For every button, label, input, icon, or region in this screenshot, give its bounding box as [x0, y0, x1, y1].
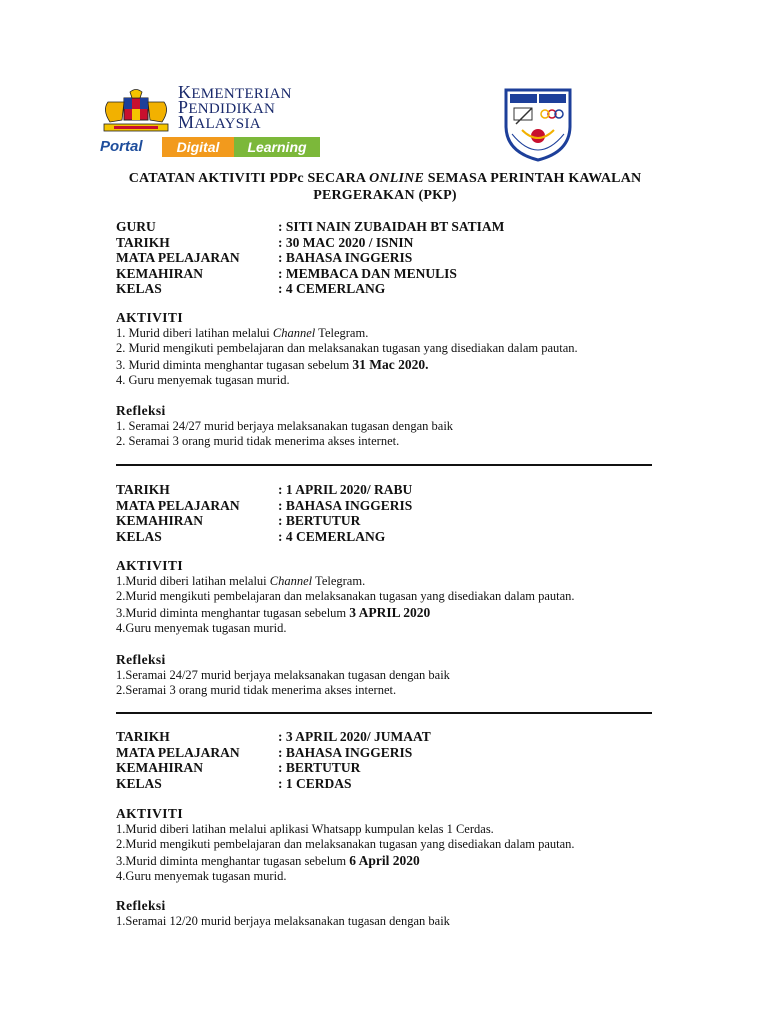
info-value: : BERTUTUR — [278, 513, 361, 529]
title-italic: ONLINE — [369, 171, 425, 186]
aktiviti-text: 3. Murid diminta menghantar tugasan sebelum — [116, 357, 353, 372]
info-label: TARIKH — [116, 482, 170, 497]
info-label: MATA PELAJARAN — [116, 250, 240, 266]
aktiviti-item — [116, 853, 676, 870]
info-label: KELAS — [116, 775, 162, 791]
info-label: MATA PELAJARAN — [116, 497, 240, 513]
info-value: : BAHASA INGGERIS — [278, 497, 413, 513]
title-part-2: SEMASA PERINTAH KAWALAN — [424, 171, 642, 186]
aktiviti-item — [116, 605, 676, 622]
section-1-refleksi — [116, 403, 676, 450]
info-label: KELAS — [116, 281, 162, 297]
document-title — [100, 170, 670, 204]
aktiviti-text: 3.Murid diminta menghantar tugasan sebelum — [116, 853, 350, 868]
refleksi-item: 2. Seramai 3 orang murid tidak menerima akses internet. — [116, 434, 400, 449]
aktiviti-text: Telegram. — [312, 573, 366, 588]
refleksi-heading: Refleksi — [116, 898, 166, 913]
info-value: : BAHASA INGGERIS — [278, 250, 413, 266]
section-3-aktiviti — [116, 806, 676, 885]
info-value: : MEMBACA DAN MENULIS — [278, 265, 457, 281]
info-value: : 4 CEMERLANG — [278, 281, 386, 297]
info-label: MATA PELAJARAN — [116, 744, 240, 760]
info-label: TARIKH — [116, 729, 170, 744]
info-value: : 1 APRIL 2020/ RABU — [278, 482, 413, 497]
portal-digital-learning-banner — [100, 136, 320, 158]
info-label: TARIKH — [116, 234, 170, 250]
aktiviti-item: 2. Murid mengikuti pembelajaran dan melaksanakan tugasan yang disediakan dalam pautan. — [116, 341, 578, 356]
aktiviti-heading: AKTIVITI — [116, 806, 183, 821]
aktiviti-item — [116, 574, 676, 590]
info-value: : SITI NAIN ZUBAIDAH BT SATIAM — [278, 219, 505, 234]
aktiviti-text: 3.Murid diminta menghantar tugasan sebelum — [116, 605, 350, 620]
info-value: : BAHASA INGGERIS — [278, 744, 413, 760]
section-2-refleksi — [116, 652, 676, 699]
info-label: KEMAHIRAN — [116, 265, 203, 281]
ministry-line-1: KEMENTERIAN — [178, 82, 292, 102]
refleksi-item: 1.Seramai 12/20 murid berjaya melaksanakan tugasan dengan baik — [116, 913, 450, 928]
aktiviti-text: 1.Murid diberi latihan melalui — [116, 573, 270, 588]
ministry-line-2: PENDIDIKAN — [178, 97, 276, 117]
aktiviti-item: 2.Murid mengikuti pembelajaran dan melaksanakan tugasan yang disediakan dalam pautan. — [116, 837, 575, 852]
section-3-refleksi — [116, 898, 676, 929]
info-value: : 30 MAC 2020 / ISNIN — [278, 234, 414, 250]
aktiviti-item: 4.Guru menyemak tugasan murid. — [116, 621, 287, 636]
school-badge-icon — [502, 86, 574, 162]
refleksi-heading: Refleksi — [116, 403, 166, 418]
aktiviti-item — [116, 326, 676, 342]
info-label: KELAS — [116, 528, 162, 544]
aktiviti-deadline: 6 April 2020 — [349, 852, 420, 868]
aktiviti-deadline: 3 APRIL 2020 — [349, 604, 431, 620]
info-label: GURU — [116, 219, 156, 234]
aktiviti-deadline: 31 Mac 2020. — [352, 356, 429, 372]
learning-label: Learning — [234, 137, 320, 157]
refleksi-item: 1. Seramai 24/27 murid berjaya melaksanakan tugasan dengan baik — [116, 418, 454, 433]
aktiviti-item — [116, 357, 676, 374]
kpm-logo — [96, 84, 326, 160]
info-label: KEMAHIRAN — [116, 760, 203, 776]
aktiviti-text: 1. Murid diberi latihan melalui — [116, 325, 273, 340]
info-value: : 4 CEMERLANG — [278, 528, 386, 544]
aktiviti-heading: AKTIVITI — [116, 310, 183, 325]
aktiviti-item: 4.Guru menyemak tugasan murid. — [116, 869, 287, 884]
info-value: : BERTUTUR — [278, 760, 361, 776]
section-1-aktiviti — [116, 310, 676, 389]
aktiviti-italic: Channel — [269, 573, 313, 588]
aktiviti-item: 1.Murid diberi latihan melalui aplikasi Whatsapp kumpulan kelas 1 Cerdas. — [116, 821, 494, 836]
digital-label: Digital — [162, 137, 234, 157]
aktiviti-item: 2.Murid mengikuti pembelajaran dan melaksanakan tugasan yang disediakan dalam pautan. — [116, 589, 575, 604]
title-part-1: CATATAN AKTIVITI PDPc SECARA — [128, 171, 370, 186]
malaysia-crest-icon — [96, 88, 176, 134]
section-divider — [116, 712, 652, 714]
aktiviti-heading: AKTIVITI — [116, 558, 183, 573]
info-value: : 3 APRIL 2020/ JUMAAT — [278, 729, 431, 744]
aktiviti-italic: Channel — [272, 325, 316, 340]
section-divider — [116, 464, 652, 466]
refleksi-item: 2.Seramai 3 orang murid tidak menerima akses internet. — [116, 683, 397, 698]
portal-label: Portal — [100, 138, 143, 155]
section-2-aktiviti — [116, 558, 676, 637]
title-line-2: PERGERAKAN (PKP) — [313, 188, 457, 203]
aktiviti-item: 4. Guru menyemak tugasan murid. — [116, 373, 290, 388]
ministry-name — [178, 82, 328, 132]
refleksi-heading: Refleksi — [116, 652, 166, 667]
info-label: KEMAHIRAN — [116, 513, 203, 529]
refleksi-item: 1.Seramai 24/27 murid berjaya melaksanakan tugasan dengan baik — [116, 667, 450, 682]
aktiviti-text: Telegram. — [315, 325, 369, 340]
info-value: : 1 CERDAS — [278, 775, 352, 791]
ministry-line-3: MALAYSIA — [178, 112, 261, 132]
